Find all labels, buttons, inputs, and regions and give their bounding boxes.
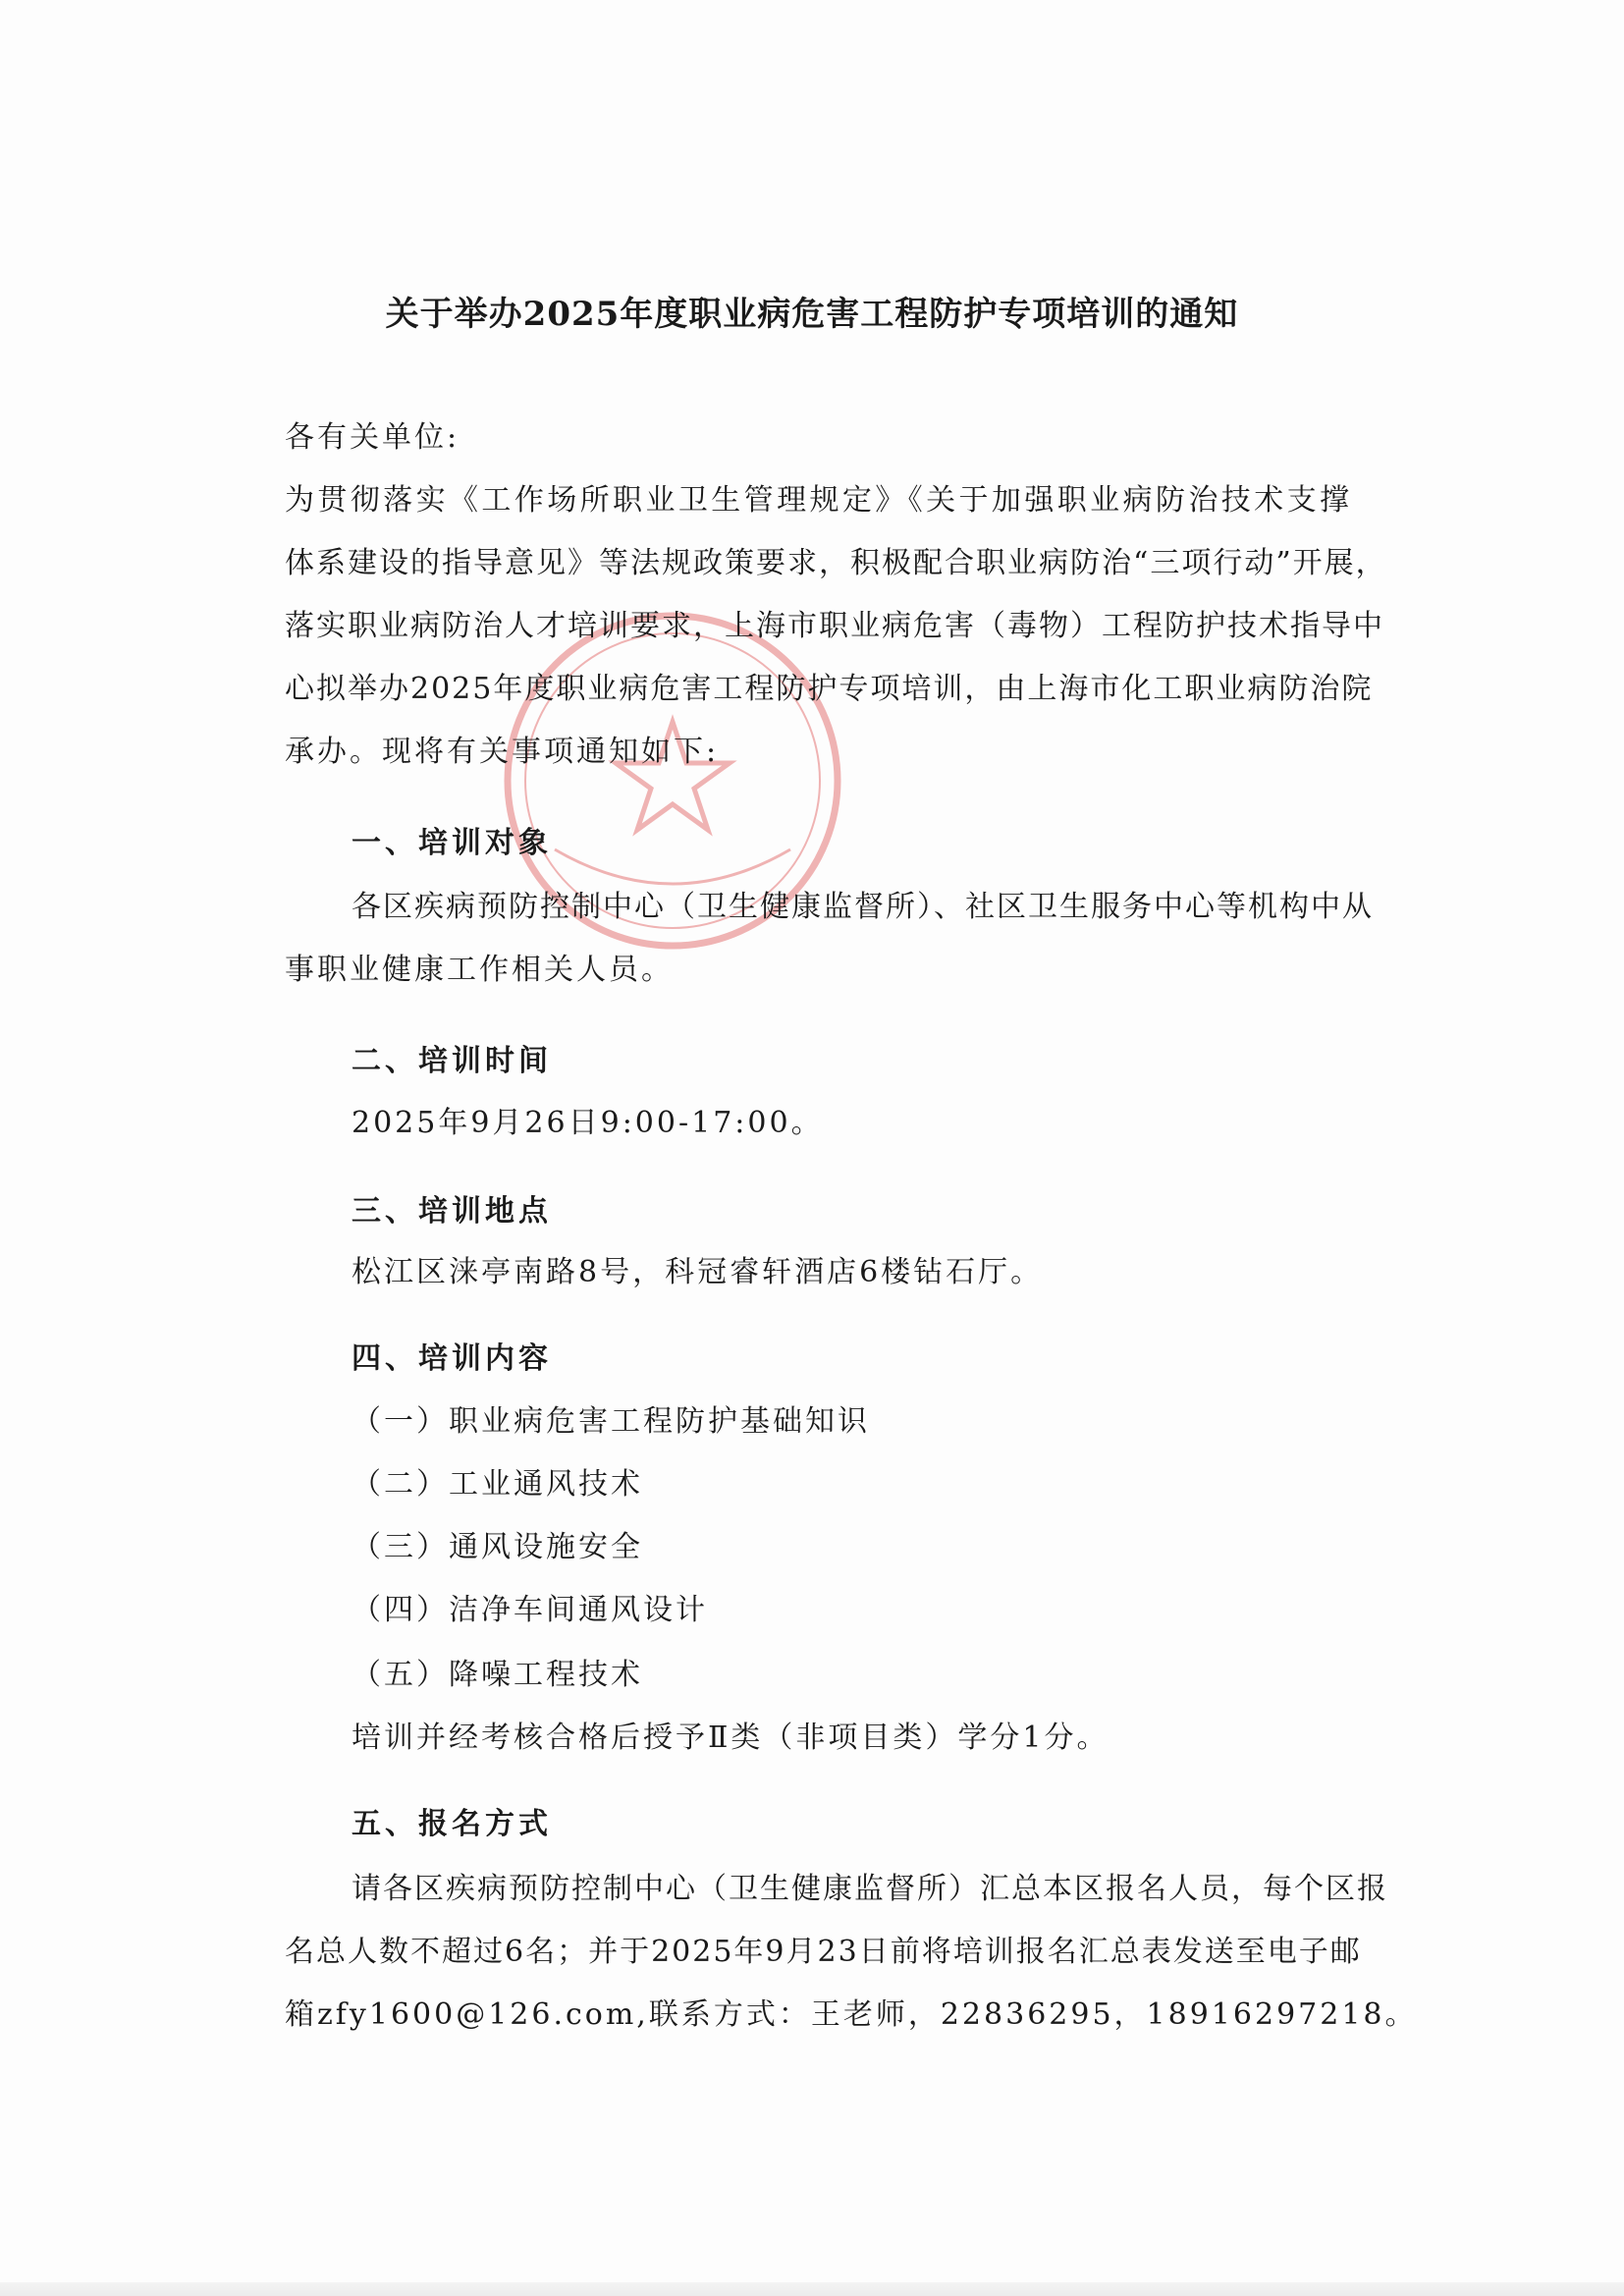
content-item: （三）通风设施安全 [352, 1530, 643, 1564]
intro-line: 体系建设的指导意见》等法规政策要求，积极配合职业病防治“三项行动”开展， [285, 546, 1387, 580]
section-text: 事职业健康工作相关人员。 [285, 953, 674, 987]
section-heading-registration: 五、报名方式 [352, 1807, 552, 1841]
content-item: （二）工业通风技术 [352, 1467, 643, 1502]
content-item: （五）降噪工程技术 [352, 1658, 643, 1692]
section-text: 名总人数不超过6名；并于2025年9月23日前将培训报名汇总表发送至电子邮 [285, 1935, 1362, 1969]
contact-info: 箱zfy1600@126.com,联系方式：王老师，22836295，18916297218。 [285, 1997, 1418, 2032]
section-text: 各区疾病预防控制中心（卫生健康监督所）、社区卫生服务中心等机构中从 [352, 890, 1374, 924]
scan-edge [0, 2282, 1624, 2296]
section-heading-audience: 一、培训对象 [352, 826, 552, 860]
intro-line: 落实职业病防治人才培训要求，上海市职业病危害（毒物）工程防护技术指导中 [285, 609, 1384, 643]
section-heading-time: 二、培训时间 [352, 1044, 552, 1078]
content-item: （一）职业病危害工程防护基础知识 [352, 1404, 870, 1439]
section-heading-content: 四、培训内容 [352, 1341, 552, 1376]
training-location: 松江区涞亭南路8号，科冠睿轩酒店6楼钻石厅。 [352, 1255, 1044, 1289]
training-time: 2025年9月26日9:00-17:00。 [352, 1106, 824, 1140]
section-heading-location: 三、培训地点 [352, 1194, 552, 1229]
intro-line: 心拟举办2025年度职业病危害工程防护专项培训，由上海市化工职业病防治院 [285, 672, 1374, 706]
credit-note: 培训并经考核合格后授予Ⅱ类（非项目类）学分1分。 [352, 1721, 1110, 1755]
intro-line: 承办。现将有关事项通知如下: [285, 735, 720, 769]
document-title: 关于举办2025年度职业病危害工程防护专项培训的通知 [385, 295, 1239, 334]
salutation: 各有关单位: [285, 420, 460, 455]
content-item: （四）洁净车间通风设计 [352, 1593, 708, 1627]
section-text: 请各区疾病预防控制中心（卫生健康监督所）汇总本区报名人员，每个区报 [352, 1872, 1388, 1906]
intro-line: 为贯彻落实《工作场所职业卫生管理规定》《关于加强职业病防治技术支撑 [285, 483, 1351, 518]
